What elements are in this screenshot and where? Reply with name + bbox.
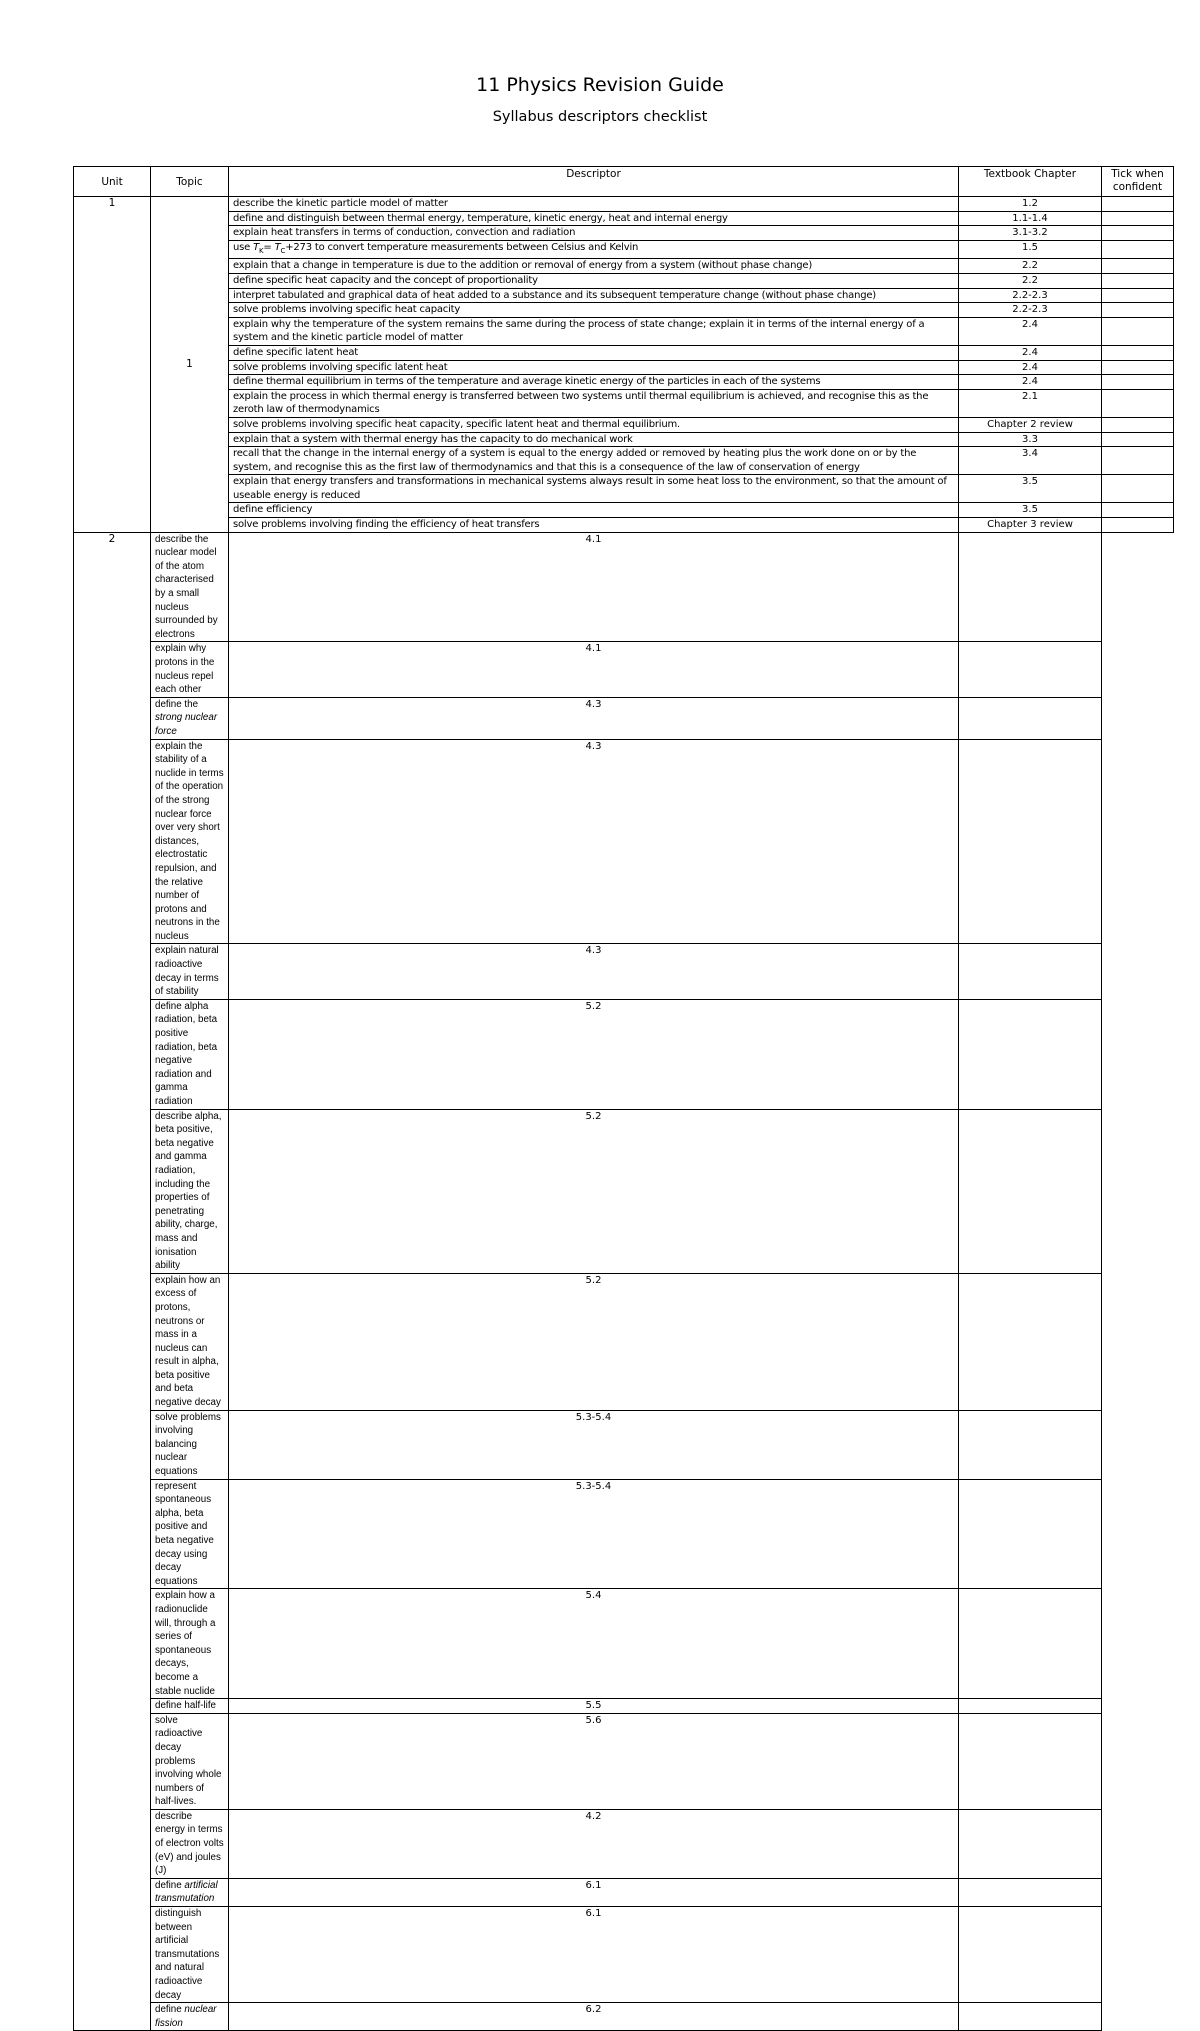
table-row xyxy=(74,1273,1174,1410)
descriptor-cell xyxy=(229,259,959,274)
descriptor-cell xyxy=(151,697,229,739)
descriptor-cell xyxy=(229,475,959,503)
descriptor-cell xyxy=(229,345,959,360)
descriptor-cell xyxy=(151,1589,229,1699)
descriptor-cell xyxy=(151,642,229,697)
tick-box[interactable] xyxy=(959,532,1102,642)
table-row xyxy=(74,447,1174,475)
chapter-cell: 4.2 xyxy=(229,1809,959,1878)
tick-box[interactable] xyxy=(1102,518,1174,533)
descriptor-cell xyxy=(151,1713,229,1809)
table-row xyxy=(74,259,1174,274)
chapter-cell: 2.4 xyxy=(959,375,1102,390)
descriptor-cell xyxy=(229,417,959,432)
chapter-cell: Chapter 3 review xyxy=(959,518,1102,533)
tick-box[interactable] xyxy=(959,999,1102,1109)
table-row xyxy=(74,475,1174,503)
chapter-cell: 3.5 xyxy=(959,503,1102,518)
tick-box[interactable] xyxy=(959,697,1102,739)
table-row xyxy=(74,2003,1174,2031)
descriptor-italic: strong nuclear force xyxy=(155,712,218,737)
tick-box[interactable] xyxy=(1102,475,1174,503)
chapter-cell: 2.4 xyxy=(959,345,1102,360)
descriptor-text: solve problems involving specific heat capacity xyxy=(233,304,461,316)
descriptor-text: recall that the change in the internal energy of a system is equal to the energy added or removed by heating plus the work done on or by the system, and recognise this as the first law of thermodynamics and that this is a consequence of the law of conservation of energy xyxy=(233,448,917,473)
descriptor-cell xyxy=(229,317,959,345)
chapter-cell: 5.5 xyxy=(229,1699,959,1714)
descriptor-text: distinguish between artificial transmutations and natural radioactive decay xyxy=(155,1908,220,2001)
descriptor-text: solve problems involving balancing nuclear equations xyxy=(155,1411,221,1478)
descriptor-cell xyxy=(229,211,959,226)
topic-1-rows xyxy=(74,197,1174,533)
table-row xyxy=(74,1410,1174,1479)
descriptor-cell xyxy=(229,226,959,241)
descriptor-subscript: K xyxy=(259,246,264,255)
descriptor-text: explain that a system with thermal energy has the capacity to do mechanical work xyxy=(233,433,633,445)
descriptor-subscript: C xyxy=(280,246,286,255)
table-row xyxy=(74,1878,1174,1906)
tick-box[interactable] xyxy=(1102,240,1174,259)
table-row xyxy=(74,999,1174,1109)
descriptor-cell xyxy=(229,303,959,318)
tick-box[interactable] xyxy=(959,2003,1102,2031)
descriptor-text: explain why the temperature of the system remains the same during the process of state change; explain it in terms of the internal energy of a system and the kinetic particle model of matter xyxy=(233,318,925,344)
chapter-cell: 4.3 xyxy=(229,944,959,999)
descriptor-text: explain why protons in the nucleus repel each other xyxy=(155,643,215,696)
descriptor-text: = xyxy=(263,241,275,253)
descriptor-text: +273 to convert temperature measurements between Celsius and Kelvin xyxy=(285,241,639,253)
descriptor-text: define alpha radiation, beta positive radiation, beta negative radiation and gamma radiation xyxy=(155,1000,218,1107)
table-row xyxy=(74,503,1174,518)
descriptor-cell xyxy=(229,375,959,390)
tick-box[interactable] xyxy=(959,739,1102,944)
descriptor-text: explain the process in which thermal energy is transferred between two systems until thermal equilibrium is achieved, and recognise this as the zeroth law of thermodynamics xyxy=(233,390,929,416)
chapter-cell: 4.1 xyxy=(229,642,959,697)
table-header-row xyxy=(74,167,1174,197)
chapter-cell: 3.1-3.2 xyxy=(959,226,1102,241)
chapter-cell: 4.3 xyxy=(229,697,959,739)
table-row xyxy=(74,1809,1174,1878)
tick-box[interactable] xyxy=(959,944,1102,999)
tick-box[interactable] xyxy=(1102,447,1174,475)
descriptor-text: describe the nuclear model of the atom characterised by a small nucleus surrounded by electrons xyxy=(155,533,218,640)
descriptor-italic: nuclear fission xyxy=(155,2004,217,2029)
table-row xyxy=(74,642,1174,697)
descriptor-text: solve problems involving specific latent heat xyxy=(233,361,448,373)
table-row xyxy=(74,1589,1174,1699)
descriptor-text: describe alpha, beta positive, beta negative and gamma radiation, including the properties of penetrating ability, charge, mass and ionisation ability xyxy=(155,1110,222,1272)
chapter-cell: 6.1 xyxy=(229,1878,959,1906)
descriptor-text: solve problems involving finding the efficiency of heat transfers xyxy=(233,519,540,531)
descriptor-cell xyxy=(229,288,959,303)
chapter-cell: 5.3-5.4 xyxy=(229,1410,959,1479)
table-row xyxy=(74,197,1174,212)
tick-box[interactable] xyxy=(1102,197,1174,212)
descriptor-text: explain that energy transfers and transformations in mechanical systems always result in some heat loss to the environment, so that the amount of useable energy is reduced xyxy=(233,476,947,501)
descriptor-text: solve radioactive decay problems involving whole numbers of half-lives. xyxy=(155,1714,222,1808)
tick-box[interactable] xyxy=(959,1410,1102,1479)
topic-cell: 1 xyxy=(151,197,229,533)
chapter-cell: 5.2 xyxy=(229,1273,959,1410)
table-row xyxy=(74,1479,1174,1589)
descriptor-text: describe the kinetic particle model of matter xyxy=(233,198,448,209)
descriptor-cell xyxy=(229,432,959,447)
table-row xyxy=(74,303,1174,318)
table-row xyxy=(74,226,1174,241)
table-row xyxy=(74,1109,1174,1273)
table-row xyxy=(74,360,1174,375)
header-descriptor: Descriptor xyxy=(229,167,959,197)
tick-box[interactable] xyxy=(1102,389,1174,417)
descriptor-cell xyxy=(151,1699,229,1714)
tick-box[interactable] xyxy=(959,1713,1102,1809)
chapter-cell: 2.2-2.3 xyxy=(959,303,1102,318)
descriptor-cell xyxy=(151,1878,229,1906)
descriptor-cell xyxy=(229,197,959,212)
descriptor-text: explain heat transfers in terms of conduction, convection and radiation xyxy=(233,227,576,239)
tick-box[interactable] xyxy=(1102,288,1174,303)
tick-box[interactable] xyxy=(1102,360,1174,375)
descriptors-table xyxy=(73,166,1174,2031)
tick-box[interactable] xyxy=(959,1878,1102,1906)
chapter-cell: 3.4 xyxy=(959,447,1102,475)
topic-cell: 2 xyxy=(74,532,151,2031)
descriptor-italic: T xyxy=(253,241,260,253)
descriptor-cell xyxy=(151,1479,229,1589)
descriptor-text: define thermal equilibrium in terms of the temperature and average kinetic energy of the particles in each of the systems xyxy=(233,376,821,388)
tick-box[interactable] xyxy=(1102,317,1174,345)
tick-box[interactable] xyxy=(959,1589,1102,1699)
descriptor-text: define xyxy=(155,1879,185,1891)
chapter-cell: 5.6 xyxy=(229,1713,959,1809)
tick-box[interactable] xyxy=(959,1273,1102,1410)
table-row xyxy=(74,532,1174,642)
descriptor-italic: T xyxy=(274,241,281,253)
table-row xyxy=(74,389,1174,417)
tick-box[interactable] xyxy=(1102,211,1174,226)
descriptor-text: define specific heat capacity and the concept of proportionality xyxy=(233,274,538,286)
header-tick: Tick when confident xyxy=(1102,167,1174,197)
descriptor-text: explain how a radionuclide will, through a series of spontaneous decays, become a stable nuclide xyxy=(155,1590,216,1697)
descriptor-cell xyxy=(151,944,229,999)
tick-box[interactable] xyxy=(959,1699,1102,1714)
descriptor-text: use xyxy=(233,241,254,253)
header-topic: Topic xyxy=(151,167,229,197)
chapter-cell: 2.2 xyxy=(959,273,1102,288)
descriptor-cell xyxy=(151,1907,229,2003)
descriptor-text: solve problems involving specific heat capacity, specific latent heat and thermal equilibrium. xyxy=(233,418,680,430)
tick-box[interactable] xyxy=(959,1907,1102,2003)
tick-box[interactable] xyxy=(1102,417,1174,432)
chapter-cell: 3.5 xyxy=(959,475,1102,503)
table-row xyxy=(74,1713,1174,1809)
descriptor-cell xyxy=(229,273,959,288)
descriptor-cell xyxy=(151,999,229,1109)
descriptor-cell xyxy=(151,1809,229,1878)
descriptor-text: explain natural radioactive decay in terms of stability xyxy=(155,945,219,998)
descriptor-italic: artificial transmutation xyxy=(155,1879,218,1905)
table-row xyxy=(74,345,1174,360)
descriptor-cell xyxy=(151,739,229,944)
table-row xyxy=(74,944,1174,999)
chapter-cell: 6.1 xyxy=(229,1907,959,2003)
descriptor-cell xyxy=(229,240,959,259)
tick-box[interactable] xyxy=(1102,226,1174,241)
descriptor-text: explain how an excess of protons, neutrons or mass in a nucleus can result in alpha, beta positive and beta negative decay xyxy=(155,1274,221,1409)
table-row xyxy=(74,417,1174,432)
chapter-cell: 4.3 xyxy=(229,739,959,944)
topic-2-rows xyxy=(74,532,1174,2031)
descriptor-cell xyxy=(151,532,229,642)
descriptor-text: define specific latent heat xyxy=(233,346,358,358)
table-row xyxy=(74,211,1174,226)
descriptor-cell xyxy=(151,2003,229,2031)
page-title: 11 Physics Revision Guide xyxy=(476,74,724,96)
table-row xyxy=(74,317,1174,345)
table-row xyxy=(74,697,1174,739)
descriptor-cell xyxy=(151,1273,229,1410)
descriptor-text: explain the stability of a nuclide in terms of the operation of the strong nuclear force over very short distances, electrostatic repulsion, and the relative number of protons and neutrons in the nucleus xyxy=(155,740,224,942)
chapter-cell: 6.2 xyxy=(229,2003,959,2031)
chapter-cell: 3.3 xyxy=(959,432,1102,447)
tick-box[interactable] xyxy=(1102,375,1174,390)
tick-box[interactable] xyxy=(1102,303,1174,318)
tick-box[interactable] xyxy=(959,1479,1102,1589)
descriptor-cell xyxy=(151,1109,229,1273)
chapter-cell: 2.4 xyxy=(959,360,1102,375)
chapter-cell: 2.1 xyxy=(959,389,1102,417)
table-row xyxy=(74,273,1174,288)
chapter-cell: Chapter 2 review xyxy=(959,417,1102,432)
descriptor-text: define xyxy=(155,2004,185,2016)
descriptor-text: explain that a change in temperature is due to the addition or removal of energy from a system (without phase change) xyxy=(233,260,813,272)
chapter-cell: 5.2 xyxy=(229,1109,959,1273)
tick-box[interactable] xyxy=(959,642,1102,697)
table-row xyxy=(74,1907,1174,2003)
descriptor-cell xyxy=(229,518,959,533)
descriptor-cell xyxy=(229,503,959,518)
table-row xyxy=(74,739,1174,944)
tick-box[interactable] xyxy=(1102,273,1174,288)
descriptor-text: define efficiency xyxy=(233,504,313,516)
page-subtitle: Syllabus descriptors checklist xyxy=(492,109,708,125)
table-row xyxy=(74,518,1174,533)
chapter-cell: 4.1 xyxy=(229,532,959,642)
descriptor-text: represent spontaneous alpha, beta positive and beta negative decay using decay equations xyxy=(155,1480,214,1587)
descriptor-cell xyxy=(229,447,959,475)
chapter-cell: 2.2-2.3 xyxy=(959,288,1102,303)
descriptor-cell xyxy=(151,1410,229,1479)
chapter-cell: 1.2 xyxy=(959,197,1102,212)
descriptor-cell xyxy=(229,360,959,375)
tick-box[interactable] xyxy=(959,1809,1102,1878)
descriptor-text: define the xyxy=(155,698,199,710)
descriptor-text: describe energy in terms of electron volts (eV) and joules (J) xyxy=(155,1810,224,1877)
tick-box[interactable] xyxy=(959,1109,1102,1273)
table-row xyxy=(74,288,1174,303)
table-row xyxy=(74,432,1174,447)
chapter-cell: 5.2 xyxy=(229,999,959,1109)
chapter-cell: 1.1-1.4 xyxy=(959,211,1102,226)
descriptor-cell xyxy=(229,389,959,417)
descriptor-text: interpret tabulated and graphical data of heat added to a substance and its subsequent temperature change (without phase change) xyxy=(233,289,877,301)
table-row xyxy=(74,240,1174,259)
descriptor-text: define half-life xyxy=(155,1700,216,1712)
tick-box[interactable] xyxy=(1102,432,1174,447)
header-chapter: Textbook Chapter xyxy=(959,167,1102,197)
chapter-cell: 5.3-5.4 xyxy=(229,1479,959,1589)
tick-box[interactable] xyxy=(1102,503,1174,518)
table-row xyxy=(74,375,1174,390)
header-unit: Unit xyxy=(74,167,151,197)
chapter-cell: 2.2 xyxy=(959,259,1102,274)
unit-cell: 1 xyxy=(74,197,151,533)
tick-box[interactable] xyxy=(1102,345,1174,360)
chapter-cell: 2.4 xyxy=(959,317,1102,345)
descriptor-text: define and distinguish between thermal energy, temperature, kinetic energy, heat and internal energy xyxy=(233,212,728,224)
table-row xyxy=(74,1699,1174,1714)
chapter-cell: 1.5 xyxy=(959,240,1102,259)
chapter-cell: 5.4 xyxy=(229,1589,959,1699)
tick-box[interactable] xyxy=(1102,259,1174,274)
